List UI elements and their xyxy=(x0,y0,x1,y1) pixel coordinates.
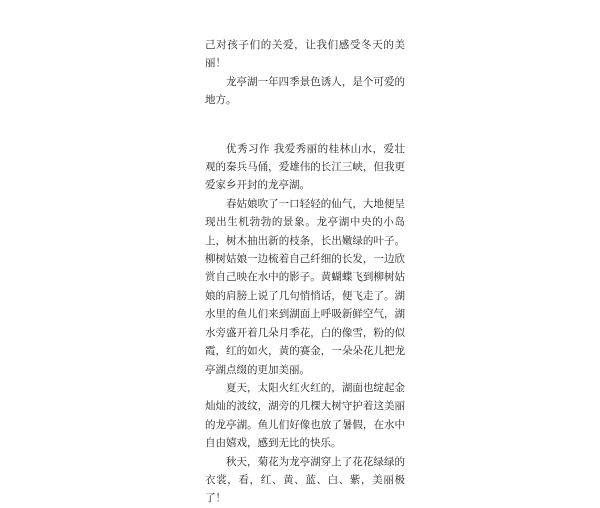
essay-paragraph-2: 春姑娘吹了一口轻轻的仙气，大地便呈现出生机勃勃的景象。龙亭湖中央的小岛上，树木抽出新的枝条，长出嫩绿的叶子。柳树姑娘一边梳着自己纤细的长发，一边欣赏自己映在水中的影子。黄蝴蝶飞到柳树姑娘的肩膀上说了几句悄悄话，便飞走了。湖水里的鱼儿们来到湖面上呼吸新鲜空气，湖水旁盛开着几朵月季花，白的像雪，粉的似霞，红的如火，黄的赛金，一朵朵花儿把龙亭湖点缀的更加美丽。 xyxy=(205,197,405,376)
intro-line-2: 龙亭湖一年四季景色诱人，是个可爱的地方。 xyxy=(205,75,405,107)
essay-paragraph-1: 优秀习作 我爱秀丽的桂林山水，爱壮观的秦兵马俑，爱雄伟的长江三峡，但我更爱家乡开封的龙亭湖。 xyxy=(205,142,405,192)
essay-paragraph-4: 秋天，菊花为龙亭湖穿上了花花绿绿的衣裳，看，红、黄、蓝、白、紫，美丽极了！ xyxy=(205,455,405,505)
intro-line-1: 己对孩子们的关爱，让我们感受冬天的美丽！ xyxy=(205,39,405,70)
paragraph-gap xyxy=(205,110,405,140)
document-page xyxy=(205,36,405,508)
essay-paragraph-3: 夏天，太阳火红火红的，湖面也绽起金灿灿的波纹，湖旁的几棵大树守护着这美丽的龙亭湖。鱼儿们好像也放了暑假，在水中自由嬉戏，感到无比的快乐。 xyxy=(205,381,405,450)
